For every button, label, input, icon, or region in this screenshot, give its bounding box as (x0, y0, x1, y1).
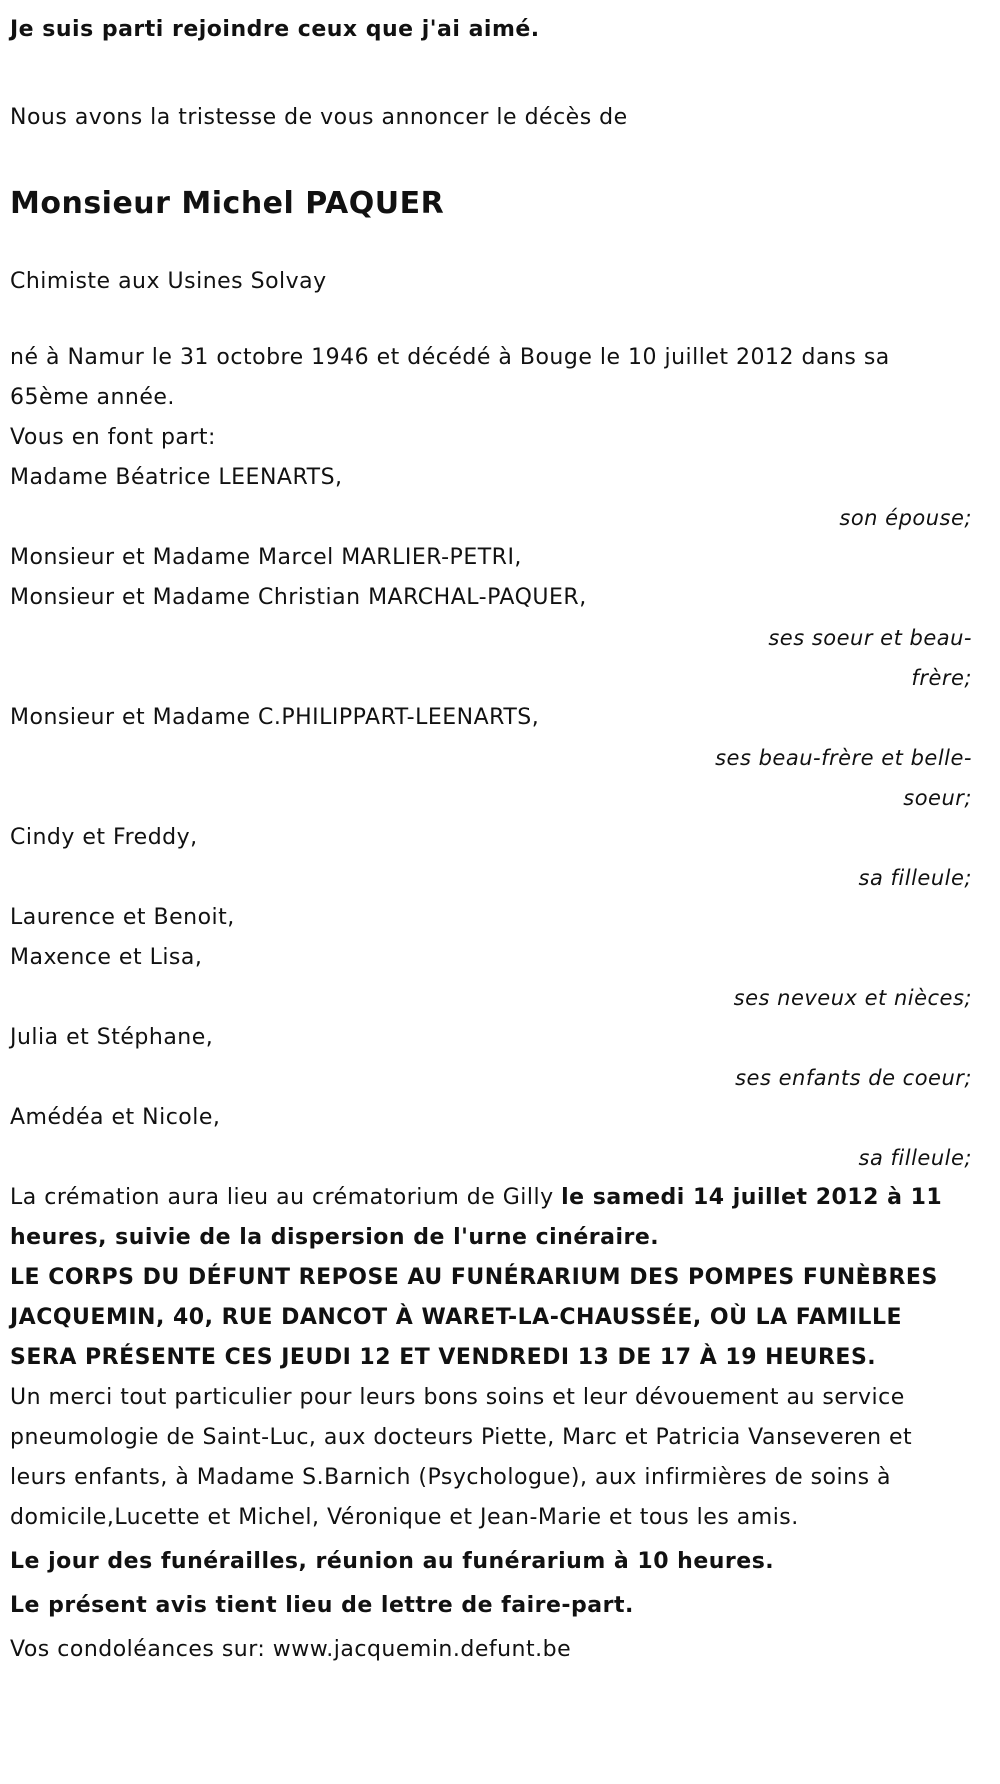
notice-statement: Le présent avis tient lieu de lettre de faire-part. (10, 1593, 634, 1618)
body-rest-notice: LE CORPS DU DÉFUNT REPOSE AU FUNÉRARIUM DES POMPES FUNÈBRES JACQUEMIN, 40, RUE DANCOT À WARET-LA-CHAUSSÉE, OÙ LA FAMILLE SERA PRÉSENTE CES JEUDI 12 ET VENDREDI 13 DE 17 À 19 HEURES. (10, 1265, 938, 1370)
mourner-group (10, 538, 972, 698)
motto: Je suis parti rejoindre ceux que j'ai aimé. (10, 17, 540, 42)
profession: Chimiste aux Usines Solvay (10, 269, 327, 294)
mourner-relation: ses beau-frère et belle-soeur; (715, 746, 972, 810)
mourner-group (10, 1018, 972, 1098)
condolences-link: Vos condoléances sur: www.jacquemin.defunt.be (10, 1637, 572, 1662)
mourner-name: Maxence et Lisa, (10, 945, 203, 970)
mourner-group (10, 458, 972, 538)
cremation-date: le samedi 14 juillet 2012 à 11 heures, suivie de la dispersion de l'urne cinéraire. (10, 1185, 943, 1250)
mourner-name: Amédéa et Nicole, (10, 1105, 221, 1130)
mourner-name: Monsieur et Madame C.PHILIPPART-LEENARTS, (10, 705, 540, 730)
mourner-relation: ses soeur et beau-frère; (768, 626, 972, 690)
mourner-name: Monsieur et Madame Marcel MARLIER-PETRI, (10, 545, 522, 570)
intro-text: Nous avons la tristesse de vous annoncer le décès de (10, 105, 628, 130)
mourner-group (10, 698, 972, 818)
mourner-group (10, 898, 972, 1018)
mourner-relation: ses neveux et nièces; (733, 986, 972, 1010)
mourner-group (10, 818, 972, 898)
cremation-text (10, 1178, 972, 1258)
mourners-list (10, 458, 972, 1178)
mourner-name: Laurence et Benoit, (10, 905, 235, 930)
mourner-relation: sa filleule; (858, 1146, 972, 1170)
birth-death-text: né à Namur le 31 octobre 1946 et décédé à Bouge le 10 juillet 2012 dans sa 65ème année. (10, 345, 890, 410)
mourner-relation: sa filleule; (858, 866, 972, 890)
funeral-meeting: Le jour des funérailles, réunion au funérarium à 10 heures. (10, 1549, 775, 1574)
mourner-group (10, 1098, 972, 1178)
mourner-name: Cindy et Freddy, (10, 825, 198, 850)
mourner-name: Monsieur et Madame Christian MARCHAL-PAQUER, (10, 585, 587, 610)
mourner-name: Julia et Stéphane, (10, 1025, 214, 1050)
mourner-name: Madame Béatrice LEENARTS, (10, 465, 343, 490)
thanks-text: Un merci tout particulier pour leurs bons soins et leur dévouement au service pneumologie de Saint-Luc, aux docteurs Piette, Marc et Patricia Vanseveren et leurs enfants, à Madame S.Barnich (Psychologue), aux infirmières de soins à domicile,Lucette et Michel, Véronique et Jean-Marie et tous les amis. (10, 1385, 913, 1530)
cremation-place: La crémation aura lieu au crématorium de Gilly (10, 1185, 562, 1210)
announce-text: Vous en font part: (10, 425, 216, 450)
mourner-relation: ses enfants de coeur; (735, 1066, 972, 1090)
mourner-relation: son épouse; (839, 506, 972, 530)
deceased-name: Monsieur Michel PAQUER (10, 186, 445, 221)
